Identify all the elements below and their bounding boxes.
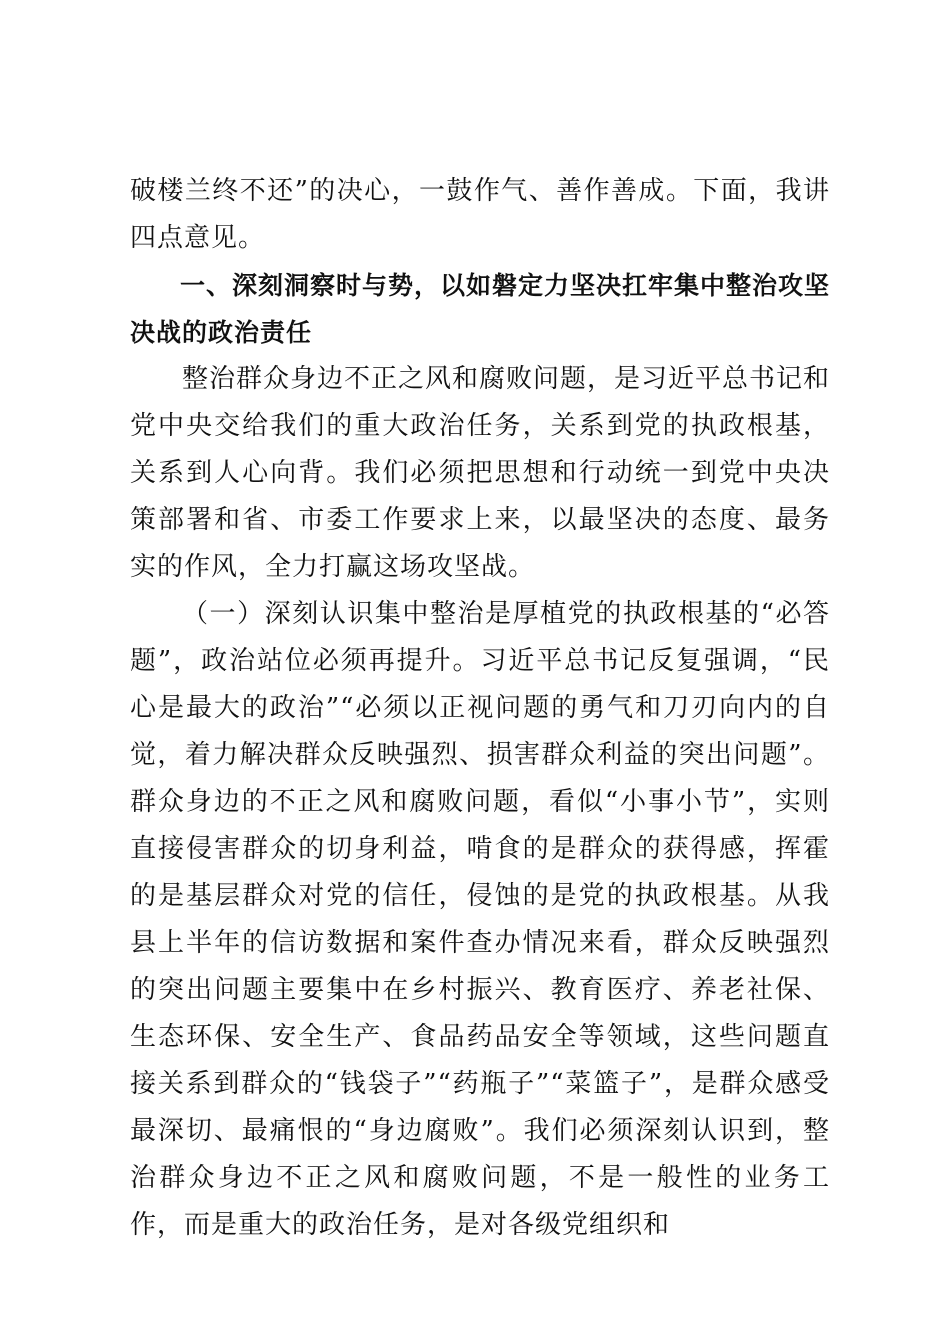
document-body xyxy=(130,168,830,1249)
body-paragraph-subsection: （一）深刻认识集中整治是厚植党的执政根基的“必答题”，政治站位必须再提升。习近平总书记反复强调，“民心是最大的政治”“必须以正视问题的勇气和刀刃向内的自觉，着力解决群众反映强烈、损害群众利益的突出问题”。群众身边的不正之风和腐败问题，看似“小事小节”，实则直接侵害群众的切身利益，啃食的是群众的获得感，挥霍的是基层群众对党的信任，侵蚀的是党的执政根基。从我县上半年的信访数据和案件查办情况来看，群众反映强烈的突出问题主要集中在乡村振兴、教育医疗、养老社保、生态环保、安全生产、食品药品安全等领域，这些问题直接关系到群众的“钱袋子”“药瓶子”“菜篮子”，是群众感受最深切、最痛恨的“身边腐败”。我们必须深刻认识到，整治群众身边不正之风和腐败问题，不是一般性的业务工作，而是重大的政治任务，是对各级党组织和 xyxy=(130,599,830,1240)
body-paragraph: 整治群众身边不正之风和腐败问题，是习近平总书记和党中央交给我们的重大政治任务，关系到党的执政根基，关系到人心向背。我们必须把思想和行动统一到党中央决策部署和省、市委工作要求上来，以最坚决的态度、最务实的作风，全力打赢这场攻坚战。 xyxy=(130,364,831,582)
continuation-paragraph: 破楼兰终不还”的决心，一鼓作气、善作善成。下面，我讲四点意见。 xyxy=(130,176,830,253)
section-heading: 一、深刻洞察时与势，以如磐定力坚决扛牢集中整治攻坚决战的政治责任 xyxy=(130,271,831,347)
